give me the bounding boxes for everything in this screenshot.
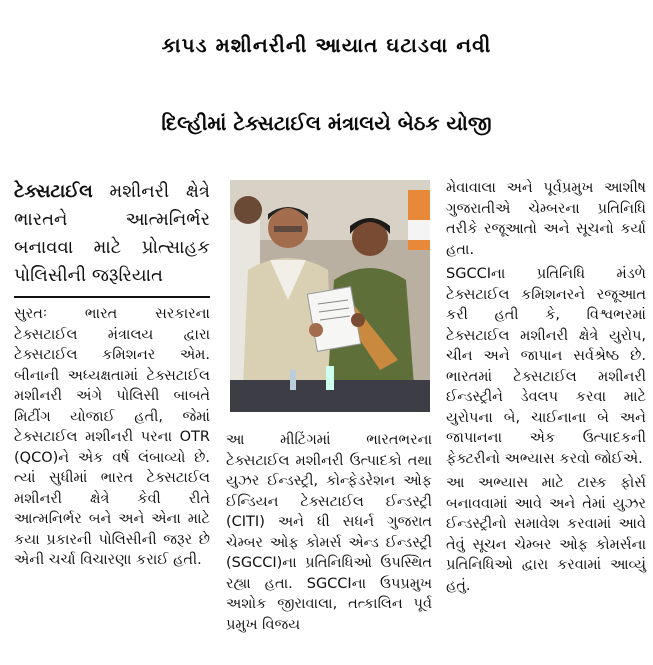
kicker-bold: ટેક્સટાઈલ [14,181,93,202]
article-paragraph: SGCCIના પ્રતિનિધિ મંડળે ટેક્સટાઈલ કમિશનરને રજૂઆત કરી હતી કે, વિશ્વભરમાં ટેક્સટાઈલ મશીનરી ક્ષેત્રે યુરોપ, ચીન અને જાપાન સર્વશ્રેષ્ઠ છે. ભારતમાં ટેક્સટાઈલ મશીનરી ઈન્ડસ્ટ્રીને ડેવલપ કરવા માટે યુરોપના બે, ચાઈનાના બે અને જાપાનના એક ઉત્પાદકની ફેક્ટરીનો અભ્યાસ કરવો જોઈએ. [446,266,646,467]
headline-line-2: દિલ્હીમાં ટેક્સટાઈલ મંત્રાલયે બેઠક યોજી [161,111,492,135]
news-photo [230,180,430,412]
article-paragraph: આ મીટિંગમાં ભારતભરના ટેક્સટાઈલ મશીનરી ઉત્પાદકો તથા યુઝર ઈન્ડસ્ટ્રી, કોન્ફેડરેશન ઓફ ઈન્ડિયન ટેક્સટાઈલ ઈન્ડસ્ટ્રી (CITI) અને ધી સધર્ન ગુજરાત ચેમ્બર ઓફ કોમર્સ એન્ડ ઈન્ડસ્ટ્રી (SGCCI)ના પ્રતિનિધિઓ ઉપસ્થિત રહ્યા હતા. SGCCIના ઉપપ્રમુખ અશોક જીરાવાલા, તત્કાલિન પૂર્વ પ્રમુખ વિજય [226,432,432,633]
article-paragraph: આ અભ્યાસ માટે ટાસ્ક ફોર્સ બનાવવામાં આવે અને તેમાં યુઝર ઈન્ડસ્ટ્રીનો સમાવેશ કરવામાં આવે તેવું સૂચન ચેમ્બર ઓફ કોમર્સના પ્રતિનિધિઓ દ્વારા કરવામાં આવ્યું હતું. [446,475,646,594]
headline-line-1: કાપડ મશીનરીની આયાત ઘટાડવા નવી [161,33,492,57]
middle-column [226,430,432,639]
kicker-rest: મશીનરી ક્ષેત્રે ભારતને આત્મનિર્ભર બનાવવા માટે પ્રોત્સાહક પોલિસીની જરૂરિયાત [14,181,210,286]
right-column [446,178,646,600]
headline [0,0,653,172]
article-paragraph: સુરતઃ ભારત સરકારના ટેક્સટાઈલ મંત્રાલય દ્વારા ટેક્સટાઈલ કમિશનર એમ. બીનાની અધ્યક્ષતામાં ટેક્સટાઈલ મશીનરી અંગે પોલિસી બાબતે મિટીંગ યોજાઈ હતી, જેમાં ટેક્સટાઈલ મશીનરી પરના OTR (QCO)ને એક વર્ષ લંબાવ્યો છે. ત્યાં સુધીમાં ભારત ટેક્સટાઈલ મશીનરી ક્ષેત્રે કેવી રીતે આત્મનિર્ભર બને અને એના માટે કયા પ્રકારની પોલિસીની જરૂર છે એની ચર્ચા વિચારણા કરાઈ હતી. [14,306,210,568]
meeting-photo-illustration [230,180,430,412]
left-column [14,178,210,575]
kicker [14,178,210,298]
article-paragraph: મેવાવાલા અને પૂર્વપ્રમુખ આશીષ ગુજરાતીએ ચેમ્બરના પ્રતિનિધિ તરીકે રજૂઆતો અને સૂચનો કર્યા હતા. [446,180,646,258]
